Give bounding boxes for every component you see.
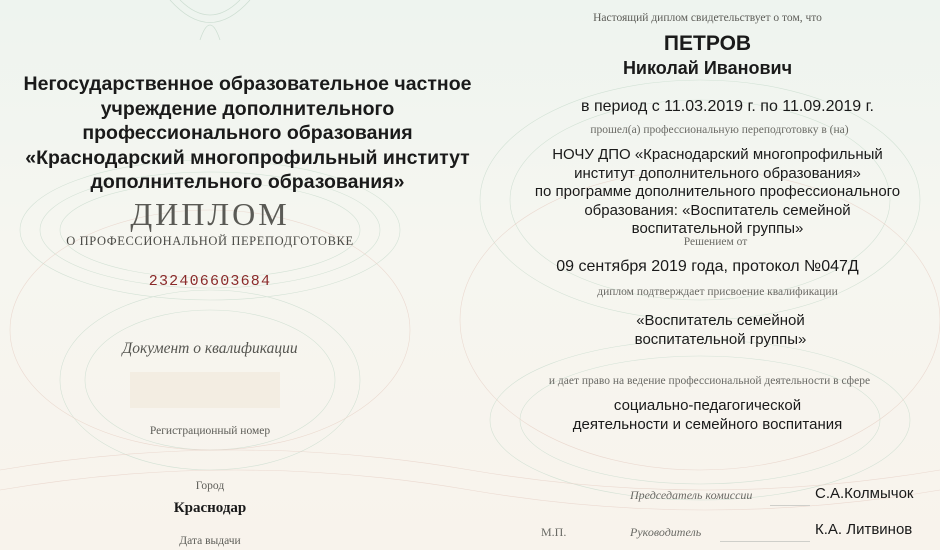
certificate-intro: Настоящий диплом свидетельствует о том, что (593, 12, 822, 24)
rights-label: и дает право на ведение профессиональной деятельности в сфере (548, 375, 871, 387)
stamp-place-label: М.П. (541, 525, 567, 539)
field-line: социально-педагогической (613, 397, 802, 414)
program-line: институт дополнительного образования» (574, 164, 861, 182)
professional-field (475, 397, 940, 434)
commission-chair-label: Председатель комиссии (630, 488, 753, 502)
commission-chair-name: С.А.Колмычок (815, 485, 914, 502)
institution-line: учреждение дополнительного (100, 97, 395, 120)
institution-name (0, 72, 495, 195)
program-line: образования: «Воспитатель семейной (584, 201, 851, 219)
confirms-label: диплом подтверждает присвоение квалификации (597, 286, 838, 298)
institution-line: профессионального образования (82, 122, 413, 144)
institution-line: дополнительного образования» (90, 171, 405, 193)
diploma-subtitle: О ПРОФЕССИОНАЛЬНОЙ ПЕРЕПОДГОТОВКЕ (66, 234, 354, 248)
decision-label: Решением от (683, 236, 748, 248)
recipient-surname: ПЕТРОВ (663, 32, 752, 55)
program-line: по программе дополнительного профессионального (534, 183, 901, 200)
registration-label: Регистрационный номер (149, 425, 271, 437)
qualification-line: «Воспитатель семейной (636, 312, 805, 329)
chair-signature-line (770, 505, 810, 506)
issue-date-label: Дата выдачи (179, 535, 241, 547)
institution-line: Негосударственное образовательное частное (23, 73, 472, 95)
city-label: Город (195, 480, 225, 492)
field-line: деятельности и семейного воспитания (572, 415, 843, 433)
document-type: Документ о квалификации (122, 340, 298, 357)
passed-label: прошел(а) профессиональную переподготовку в (на) (590, 124, 849, 136)
director-signature-line (720, 541, 810, 542)
city-value: Краснодар (173, 500, 247, 516)
recipient-given-names: Николай Иванович (622, 58, 793, 78)
qualification (488, 312, 940, 349)
program-line: воспитательной группы» (631, 220, 804, 237)
director-name: К.А. Литвинов (815, 521, 913, 538)
decision-text: 09 сентября 2019 года, протокол №047Д (556, 258, 859, 275)
diploma-title: ДИПЛОМ (130, 196, 290, 232)
director-label: Руководитель (630, 525, 702, 539)
study-period: в период с 11.03.2019 г. по 11.09.2019 г. (581, 98, 874, 115)
institution-line: «Краснодарский многопрофильный институт (25, 146, 470, 169)
program-description (495, 146, 940, 239)
program-line: НОЧУ ДПО «Краснодарский многопрофильный (552, 146, 883, 163)
qualification-line: воспитательной группы» (634, 330, 807, 348)
serial-number: 232406603684 (148, 273, 272, 290)
